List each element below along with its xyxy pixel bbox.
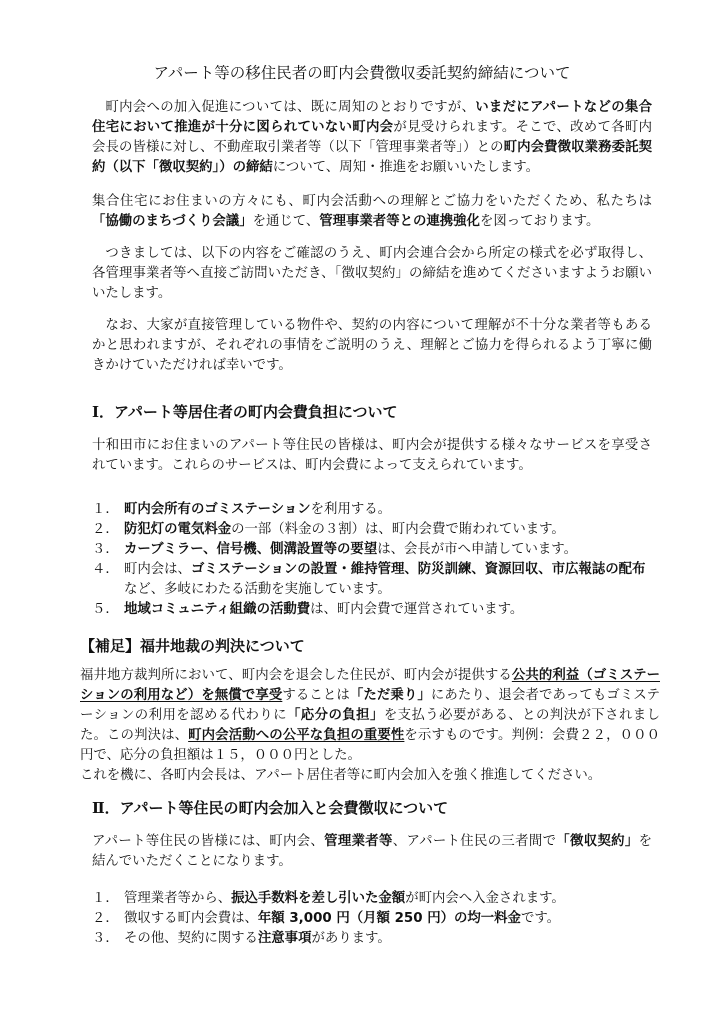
section2-heading: Ⅱ．アパート等住民の町内会加入と会費徴収について: [92, 799, 449, 817]
text-run: 集合住宅にお住まいの方々にも、町内会活動への理解とご協力をいただくため、私たちは: [92, 194, 652, 209]
list-item: [92, 560, 652, 600]
text-run: つきましては、以下の内容をご確認のうえ、町内会連合会から所定の様式を必ず取得し、各管理事業者等へ直接ご訪問いただき、「徴収契約」の締結を進めてくださいますようお願いいたします。: [92, 246, 652, 301]
text-run: を示すものです。判例：会費２２，０００円で、応分の負担額は１５，０００円とした。: [80, 728, 661, 763]
list-item-number: １．: [92, 502, 119, 517]
list-item-text: [124, 560, 652, 600]
text-run: 福井地方裁判所において、町内会を退会した住民が、町内会が提供する: [80, 668, 512, 683]
text-run: 町内会所有のゴミステーション: [124, 502, 311, 517]
text-run: 徴収する町内会費は、: [124, 911, 258, 926]
list-item: [92, 500, 652, 520]
text-run: 防犯灯の電気料金: [124, 522, 232, 537]
list-item-text: [124, 889, 652, 909]
list-item-number: ３．: [92, 931, 119, 946]
text-run: 地域コミュニティ組織の活動費: [124, 602, 311, 617]
text-run: が町内会へ入金されます。: [405, 891, 565, 906]
text-run: があります。: [311, 931, 391, 946]
text-run: を利用する。: [310, 502, 392, 517]
list-item-text: [124, 909, 652, 929]
intro-paragraph: [92, 192, 652, 232]
text-run: など、多岐にわたる活動を実施しています。: [124, 582, 391, 597]
text-run: を支払う必要がある、との判決が下されました。この判決は、: [80, 708, 661, 743]
text-run: 管理事業者等との連携強化: [319, 214, 480, 229]
text-run: は、会長が市へ申請しています。: [377, 542, 578, 557]
hosoku-heading: 【補足】福井地裁の判決について: [80, 637, 305, 655]
intro-paragraph: [92, 98, 652, 178]
list-item: [92, 540, 652, 560]
text-run: にあたり、退会者であってもゴミステーションの利用を認める代わりに: [80, 688, 660, 723]
text-run: カーブミラー、信号機、側溝設置等の要望: [124, 542, 378, 557]
list-item: [92, 929, 652, 949]
text-run: 町内会への加入促進については、既に周知のとおりですが、: [105, 100, 476, 115]
section1-heading: Ⅰ．アパート等居住者の町内会費負担について: [92, 403, 398, 421]
text-run: 「ただ乗り」: [349, 688, 431, 703]
hosoku-section: [80, 666, 660, 786]
text-run: 公共的利益（ゴミステーションの利用など）を無償で享受: [80, 668, 660, 703]
list-item-number: ２．: [92, 911, 119, 926]
text-run: 「応分の負担」: [286, 708, 384, 723]
hosoku-closing: これを機に、各町内会長は、アパート居住者等に町内会加入を強く推進してください。: [80, 768, 602, 783]
list-item: [92, 600, 652, 620]
text-run: 振込手数料を差し引いた金額: [231, 891, 406, 906]
text-run: が見受けられます。そこで、改めて各町内会長の皆様に対し、不動産取引業者等（以下「管理事業者等」）との: [92, 120, 652, 155]
text-run: 年額 3,000 円（月額 250 円）の均一料金: [257, 911, 521, 926]
text-run: の一部（料金の３割）は、町内会費で賄われています。: [231, 522, 565, 537]
text-run: ゴミステーションの設置・維持管理、防災訓練、資源回収、市広報誌の配布: [190, 562, 646, 577]
text-run: を通じて、: [252, 214, 320, 229]
intro-section: [92, 98, 652, 376]
text-run: です。: [520, 911, 561, 926]
list-item-text: [124, 520, 652, 540]
hosoku-paragraph: [80, 666, 660, 766]
document-title: アパート等の移住民者の町内会費徴収委託契約締結について: [153, 64, 571, 82]
list-item-number: ２．: [92, 522, 119, 537]
text-run: 「徴収契約」: [556, 834, 639, 849]
text-run: いまだにアパートなどの集合住宅において推進が十分に図られていない町内会: [92, 100, 652, 135]
text-run: 「協働のまちづくり会議」: [92, 214, 253, 229]
text-run: アパート等住民の皆様には、町内会、: [92, 834, 325, 849]
list-item-text: [124, 540, 652, 560]
text-run: を結んでいただくことになります。: [92, 834, 652, 869]
text-run: その他、契約に関する: [124, 931, 258, 946]
text-run: することは: [282, 688, 350, 703]
list-item: [92, 889, 652, 909]
section1-list: [92, 500, 652, 620]
text-run: 町内会は、: [124, 562, 191, 577]
section2-intro: [92, 832, 652, 872]
list-item-number: ５．: [92, 602, 119, 617]
text-run: 、アパート住民の三者間で: [392, 834, 557, 849]
list-item-text: [124, 600, 652, 620]
list-item: [92, 909, 652, 929]
list-item-number: ３．: [92, 542, 119, 557]
text-run: 管理業者等から、: [124, 891, 232, 906]
list-item: [92, 520, 652, 540]
section2-list: [92, 889, 652, 949]
text-run: について、周知・推進をお願いいたします。: [272, 160, 539, 175]
list-item-number: ４．: [92, 562, 119, 577]
text-run: 町内会費徴収業務委託契約（以下「徴収契約」）の締結: [92, 140, 652, 175]
text-run: なお、大家が直接管理している物件や、契約の内容について理解が不十分な業者等もあるかと思われますが、それぞれの事情をご説明のうえ、理解とご協力を得られるよう丁寧に働きかけていただければ幸いです。: [92, 318, 652, 373]
list-item-text: [124, 500, 652, 520]
intro-paragraph: [92, 244, 652, 304]
section1-intro: 十和田市にお住まいのアパート等住民の皆様は、町内会が提供する様々なサービスを享受されています。これらのサービスは、町内会費によって支えられています。: [92, 438, 652, 473]
intro-paragraph: [92, 316, 652, 376]
list-item-text: [124, 929, 652, 949]
text-run: 町内会活動への公平な負担の重要性: [188, 728, 405, 743]
text-run: 管理業者等: [324, 834, 393, 849]
list-item-number: １．: [92, 891, 119, 906]
text-run: は、町内会費で運営されています。: [310, 602, 524, 617]
text-run: 注意事項: [257, 931, 312, 946]
text-run: を図っております。: [479, 214, 600, 229]
